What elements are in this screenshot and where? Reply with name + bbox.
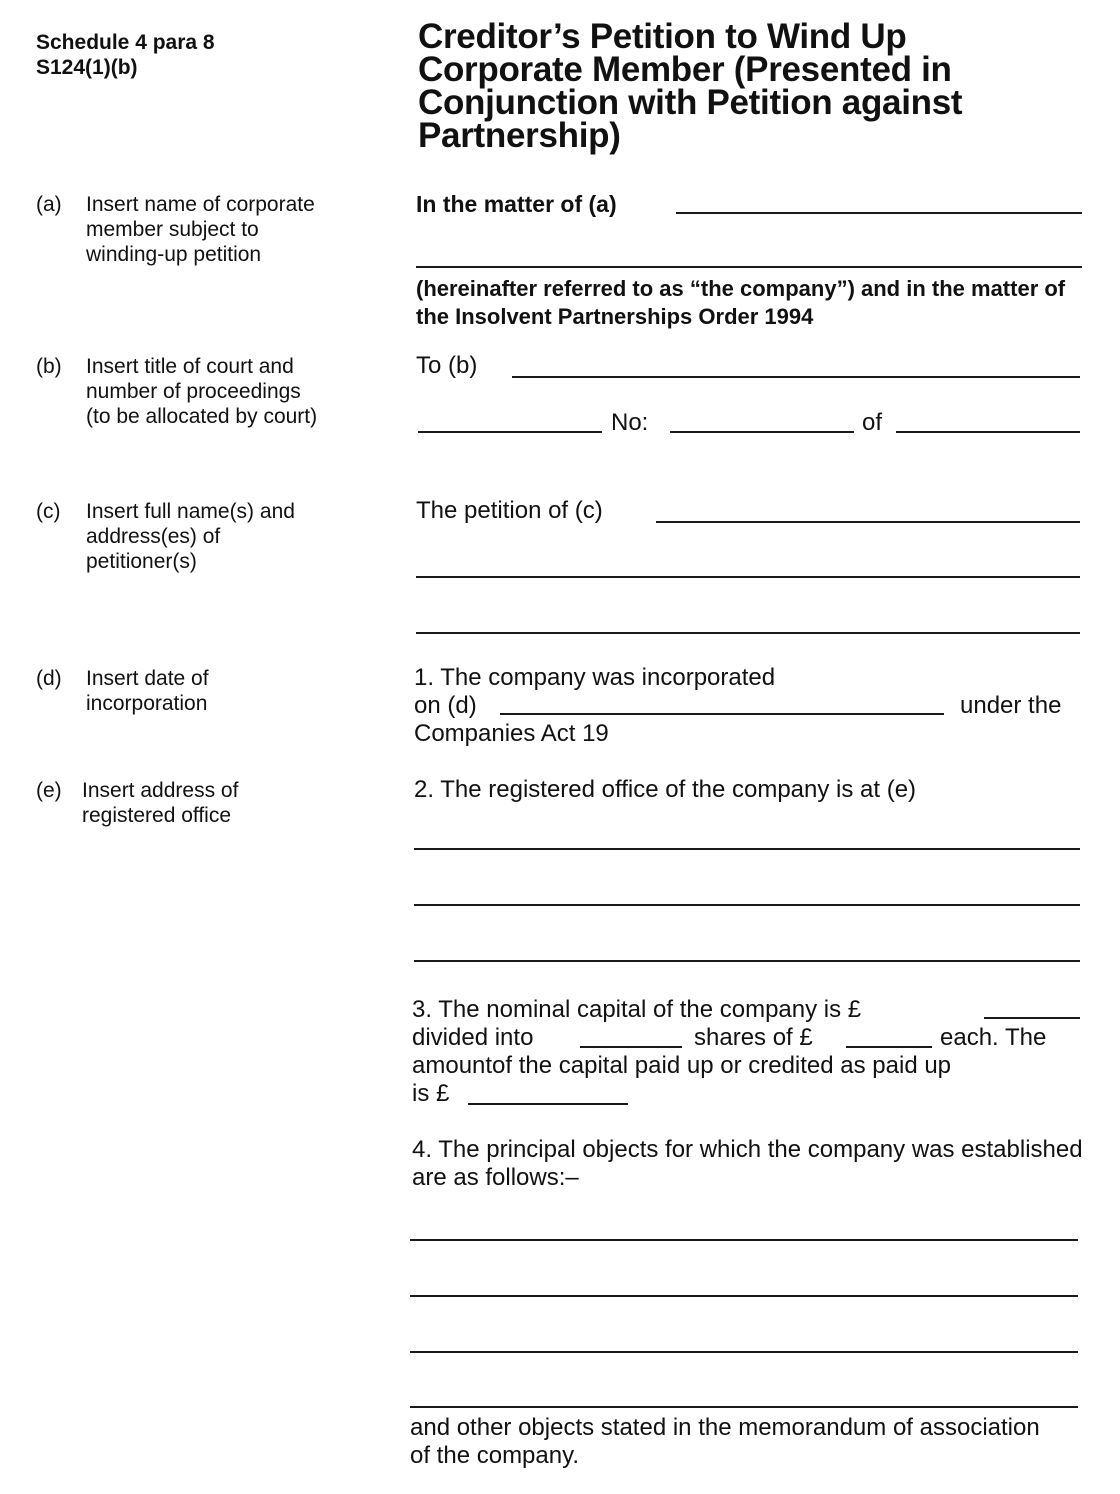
margin-note-text: Insert address of registered office (82, 779, 239, 827)
objects-line-3[interactable] (410, 1351, 1078, 1353)
margin-note-letter: (b) (36, 355, 62, 378)
objects-line-1[interactable] (410, 1239, 1078, 1241)
schedule-reference-line1: Schedule 4 para 8 (36, 31, 215, 54)
margin-note-letter: (c) (36, 500, 61, 523)
registered-office-line-2[interactable] (414, 904, 1080, 906)
number-label: No: (611, 409, 649, 436)
margin-note-letter: (d) (36, 667, 62, 690)
paragraph-1-line1: 1. The company was incorporated (414, 664, 776, 691)
schedule-reference-line2: S124(1)(b) (36, 56, 138, 79)
of-label: of (862, 409, 883, 436)
petitioner-line-1[interactable] (656, 521, 1080, 523)
proceedings-year-line[interactable] (896, 431, 1080, 433)
paragraph-3-divided: divided into (412, 1024, 534, 1051)
margin-note-text: Insert date of incorporation (86, 667, 209, 715)
paragraph-3-amount: amountof the capital paid up or credited as paid up (412, 1052, 952, 1079)
proceedings-number-line[interactable] (670, 431, 854, 433)
paragraph-1-act: Companies Act 19 (414, 720, 609, 747)
paragraph-3-is: is £ (412, 1080, 450, 1107)
share-count-line[interactable] (580, 1046, 682, 1048)
closing-text: and other objects stated in the memorandum of association of the company. (410, 1414, 1040, 1469)
share-value-line[interactable] (846, 1046, 932, 1048)
objects-line-2[interactable] (410, 1295, 1078, 1297)
hereinafter-text: (hereinafter referred to as “the company”) and in the matter of the Insolvent Partnerships Order 1994 (416, 276, 1066, 329)
nominal-capital-line[interactable] (984, 1017, 1080, 1019)
objects-line-4[interactable] (410, 1406, 1078, 1408)
paragraph-2: 2. The registered office of the company is at (e) (414, 776, 917, 803)
schedule-reference (36, 30, 215, 80)
registered-office-line-3[interactable] (414, 960, 1080, 962)
document-title: Creditor’s Petition to Wind Up Corporate Member (Presented in Conjunction with Petition against Partnership) (418, 17, 963, 155)
petitioner-line-2[interactable] (416, 576, 1080, 578)
paragraph-4: 4. The principal objects for which the company was established are as follows:– (412, 1136, 1083, 1191)
court-title-line[interactable] (512, 376, 1080, 378)
margin-note-text: Insert name of corporate member subject to winding-up petition (86, 193, 315, 266)
to-label: To (b) (416, 352, 478, 379)
incorporation-date-line[interactable] (500, 713, 944, 715)
company-name-line-2[interactable] (416, 266, 1082, 268)
paragraph-1-under: under the (960, 692, 1062, 719)
margin-note-letter: (a) (36, 193, 62, 216)
margin-note-text: Insert full name(s) and address(es) of petitioner(s) (86, 500, 295, 573)
company-name-line[interactable] (676, 212, 1082, 214)
paragraph-3-shares: shares of £ (694, 1024, 813, 1051)
paid-up-capital-line[interactable] (468, 1103, 628, 1105)
registered-office-line-1[interactable] (414, 848, 1080, 850)
margin-note-text: Insert title of court and number of proceedings (to be allocated by court) (86, 355, 318, 428)
paragraph-3-line1: 3. The nominal capital of the company is £ (412, 996, 862, 1023)
margin-note-letter: (e) (36, 779, 62, 802)
court-name-line[interactable] (418, 431, 602, 433)
petition-label: The petition of (c) (416, 497, 603, 524)
paragraph-1-on: on (d) (414, 692, 477, 719)
petitioner-line-3[interactable] (416, 632, 1080, 634)
paragraph-3-each: each. The (940, 1024, 1047, 1051)
matter-label: In the matter of (a) (416, 191, 617, 217)
